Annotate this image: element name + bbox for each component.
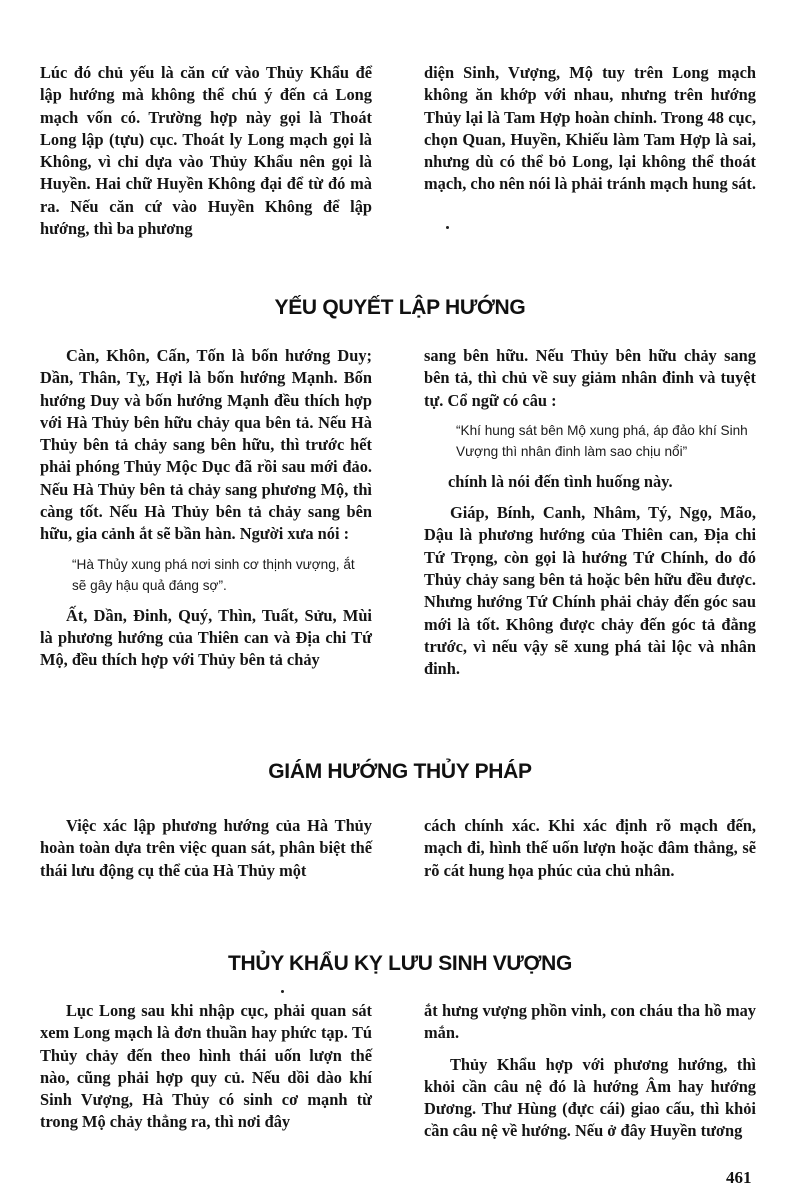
section-heading-thuy-khau-ky-luu-sinh-vuong: THỦY KHẨU KỴ LƯU SINH VƯỢNG bbox=[227, 952, 573, 975]
giam-huong-left-column bbox=[40, 815, 372, 882]
paragraph: Càn, Khôn, Cấn, Tốn là bốn hướng Duy; Dần, Thân, Tỵ, Hợi là bốn hướng Mạnh. Bốn hướng Duy và bốn hướng Mạnh đều thích hợp với Hà Thủy bên hữu chảy qua bên tả. Nếu Hà Thủy bên tả chảy sang bên hữu, thì trước hết phải phóng Thủy Mộc Dục đã rồi sau mới đảo. Nếu Hà Thủy bên tả chảy sang phương Mộ, thì càng tốt. Nếu Hà Thủy bên tả chảy sang bên hữu, gia cảnh ắt sẽ bần hàn. Người xưa nói : bbox=[40, 346, 372, 544]
paragraph: chính là nói đến tình huống này. bbox=[448, 471, 673, 491]
paragraph: Việc xác lập phương hướng của Hà Thủy hoàn toàn dựa trên việc quan sát, phân biệt thế thái lưu động cụ thể của Hà Thủy một bbox=[40, 816, 372, 880]
thuy-khau-left-column bbox=[40, 1000, 372, 1134]
block-quote: “Khí hung sát bên Mộ xung phá, áp đảo khí Sinh Vượng thì nhân đinh làm sao chịu nổi” bbox=[456, 422, 748, 459]
paragraph: sang bên hữu. Nếu Thủy bên hữu chảy sang bên tả, thì chủ về suy giảm nhân đinh và tuyệt tự. Cổ ngữ có câu : bbox=[424, 346, 756, 410]
giam-huong-right-column bbox=[424, 815, 756, 882]
paragraph: Giáp, Bính, Canh, Nhâm, Tý, Ngọ, Mão, Dậu là phương hướng của Thiên can, Địa chi Tứ Trọng, còn gọi là hướng Tứ Chính, do đó Thủy chảy sang bên tả hoặc bên hữu đều được. Nhưng hướng Tứ Chính phải chảy đến góc sau mới là tốt. Không được chảy đến góc tả đằng trước, vì nếu vậy sẽ xung phá tài lộc và nhân đinh. bbox=[424, 503, 756, 679]
section-heading-yeu-quyet-lap-huong: YẾU QUYẾT LẬP HƯỚNG bbox=[274, 296, 526, 319]
section-heading-giam-huong-thuy-phap: GIÁM HƯỚNG THỦY PHÁP bbox=[268, 760, 532, 783]
paragraph: Ất, Dần, Đinh, Quý, Thìn, Tuất, Sửu, Mùi là phương hướng của Thiên can và Địa chi Tứ Mộ, đều thích hợp với Thủy bên tả chảy bbox=[40, 605, 372, 670]
intro-right-column bbox=[424, 62, 756, 196]
paragraph: Lục Long sau khi nhập cục, phải quan sát xem Long mạch là đơn thuần hay phức tạp. Tú Thủy chảy đến theo hình thái uốn lượn thế nào, cũng phải hợp quy củ. Nếu dồi dào khí Sinh Vượng, Hà Thủy có sinh cơ mạnh từ trong Mộ chảy thẳng ra, thì nơi đây bbox=[40, 1001, 372, 1132]
paragraph: ắt hưng vượng phồn vinh, con cháu tha hồ may mắn. bbox=[424, 1001, 756, 1043]
yeu-quyet-right-column bbox=[424, 345, 756, 681]
paragraph: Thủy Khẩu hợp với phương hướng, thì khỏi cần câu nệ đó là hướng Âm hay hướng Dương. Thư Hùng (đực cái) giao cấu, thì khỏi cần câu nệ về hướng. Nếu ở đây Huyền tương bbox=[424, 1054, 756, 1141]
intro-left-column bbox=[40, 62, 372, 240]
thuy-khau-right-column bbox=[424, 1000, 756, 1143]
print-speck bbox=[446, 226, 449, 229]
block-quote: “Hà Thủy xung phá nơi sinh cơ thịnh vượng, ắt sẽ gây hậu quả đáng sợ”. bbox=[72, 556, 355, 593]
heading-bullet-dot bbox=[281, 990, 284, 993]
paragraph: Lúc đó chủ yếu là căn cứ vào Thủy Khẩu để lập hướng mà không thể chú ý đến cả Long mạch vốn có. Trường hợp này gọi là Thoát Long lập (tựu) cục. Thoát ly Long mạch gọi là Không, vì chỉ dựa vào Thủy Khẩu nên gọi là Huyền. Hai chữ Huyền Không đại để từ đó mà ra. Nếu căn cứ vào Huyền Không để lập hướng, thì ba phương bbox=[40, 63, 372, 239]
page-number: 461 bbox=[726, 1168, 752, 1187]
paragraph: diện Sinh, Vượng, Mộ tuy trên Long mạch không ăn khớp với nhau, nhưng trên hướng Thủy lại là Tam Hợp hoàn chỉnh. Trong 48 cục, chọn Quan, Huyền, Khiếu làm Tam Hợp là sai, nhưng dù có thể bỏ Long, lại không thể thoát mạch, cho nên nói là phải tránh mạch hung sát. bbox=[424, 63, 756, 194]
paragraph: cách chính xác. Khi xác định rõ mạch đến, mạch đi, hình thế uốn lượn hoặc đâm thẳng, sẽ rõ cát hung họa phúc của chủ nhân. bbox=[424, 816, 756, 880]
yeu-quyet-left-column bbox=[40, 345, 372, 672]
